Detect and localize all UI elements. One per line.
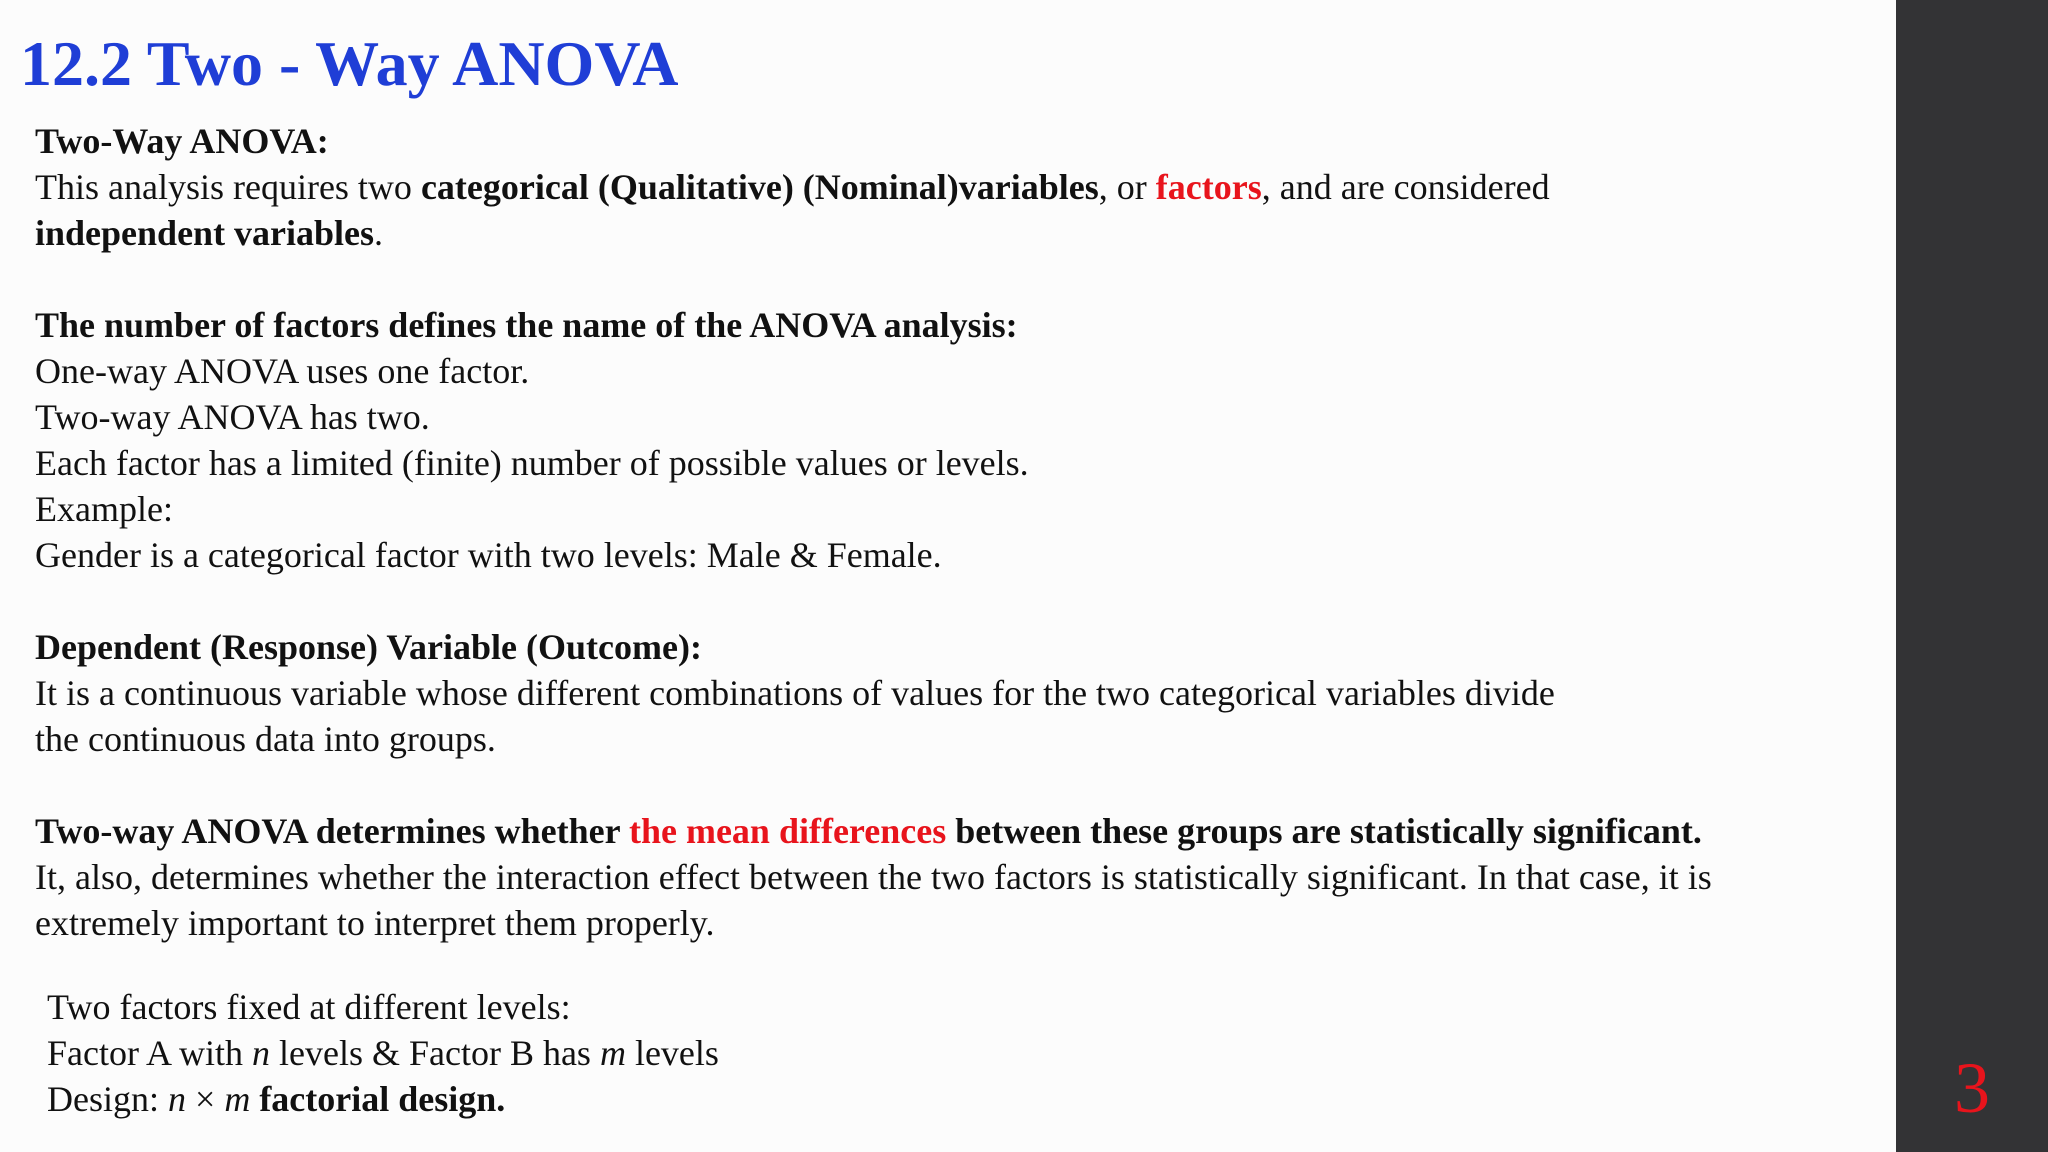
factors-line: Gender is a categorical factor with two levels: Male & Female.	[35, 535, 942, 575]
spacer	[35, 256, 1885, 302]
purpose-line-3: extremely important to interpret them properly.	[35, 903, 715, 943]
categorical-variables-term: categorical (Qualitative) (Nominal)variables	[420, 167, 1099, 207]
dependent-line-2: the continuous data into groups.	[35, 719, 496, 759]
definition-line-1: This analysis requires two categorical (Qualitative) (Nominal)variables, or factors, and are considered	[35, 167, 1550, 207]
slide-body	[35, 118, 1885, 946]
mean-differences-term: the mean differences	[628, 811, 947, 851]
slide-number: 3	[1954, 1048, 1990, 1128]
independent-variables-term: independent variables	[35, 213, 375, 253]
design-line-3: Design: n × m factorial design.	[47, 1079, 506, 1119]
factors-line: Example:	[35, 489, 173, 529]
factors-term: factors	[1155, 167, 1262, 207]
purpose-line-1: Two-way ANOVA determines whether the mean differences between these groups are statistically significant.	[35, 811, 1702, 851]
factors-line: Two-way ANOVA has two.	[35, 397, 430, 437]
spacer	[35, 578, 1885, 624]
design-line-1: Two factors fixed at different levels:	[47, 987, 571, 1027]
design-line-2: Factor A with n levels & Factor B has m levels	[47, 1033, 719, 1073]
definition-heading: Two-Way ANOVA:	[35, 121, 329, 161]
design-block	[47, 984, 719, 1122]
factors-heading: The number of factors defines the name of the ANOVA analysis:	[35, 305, 1018, 345]
dependent-heading: Dependent (Response) Variable (Outcome):	[35, 627, 702, 667]
slide-title: 12.2 Two - Way ANOVA	[20, 28, 679, 99]
purpose-line-2: It, also, determines whether the interaction effect between the two factors is statistically significant. In that case, it is	[35, 857, 1712, 897]
spacer	[35, 762, 1885, 808]
slide-sidebar	[1896, 0, 2048, 1152]
factors-line: Each factor has a limited (finite) number of possible values or levels.	[35, 443, 1029, 483]
definition-line-2: independent variables.	[35, 213, 384, 253]
factors-line: One-way ANOVA uses one factor.	[35, 351, 530, 391]
dependent-line-1: It is a continuous variable whose different combinations of values for the two categorical variables divide	[35, 673, 1555, 713]
